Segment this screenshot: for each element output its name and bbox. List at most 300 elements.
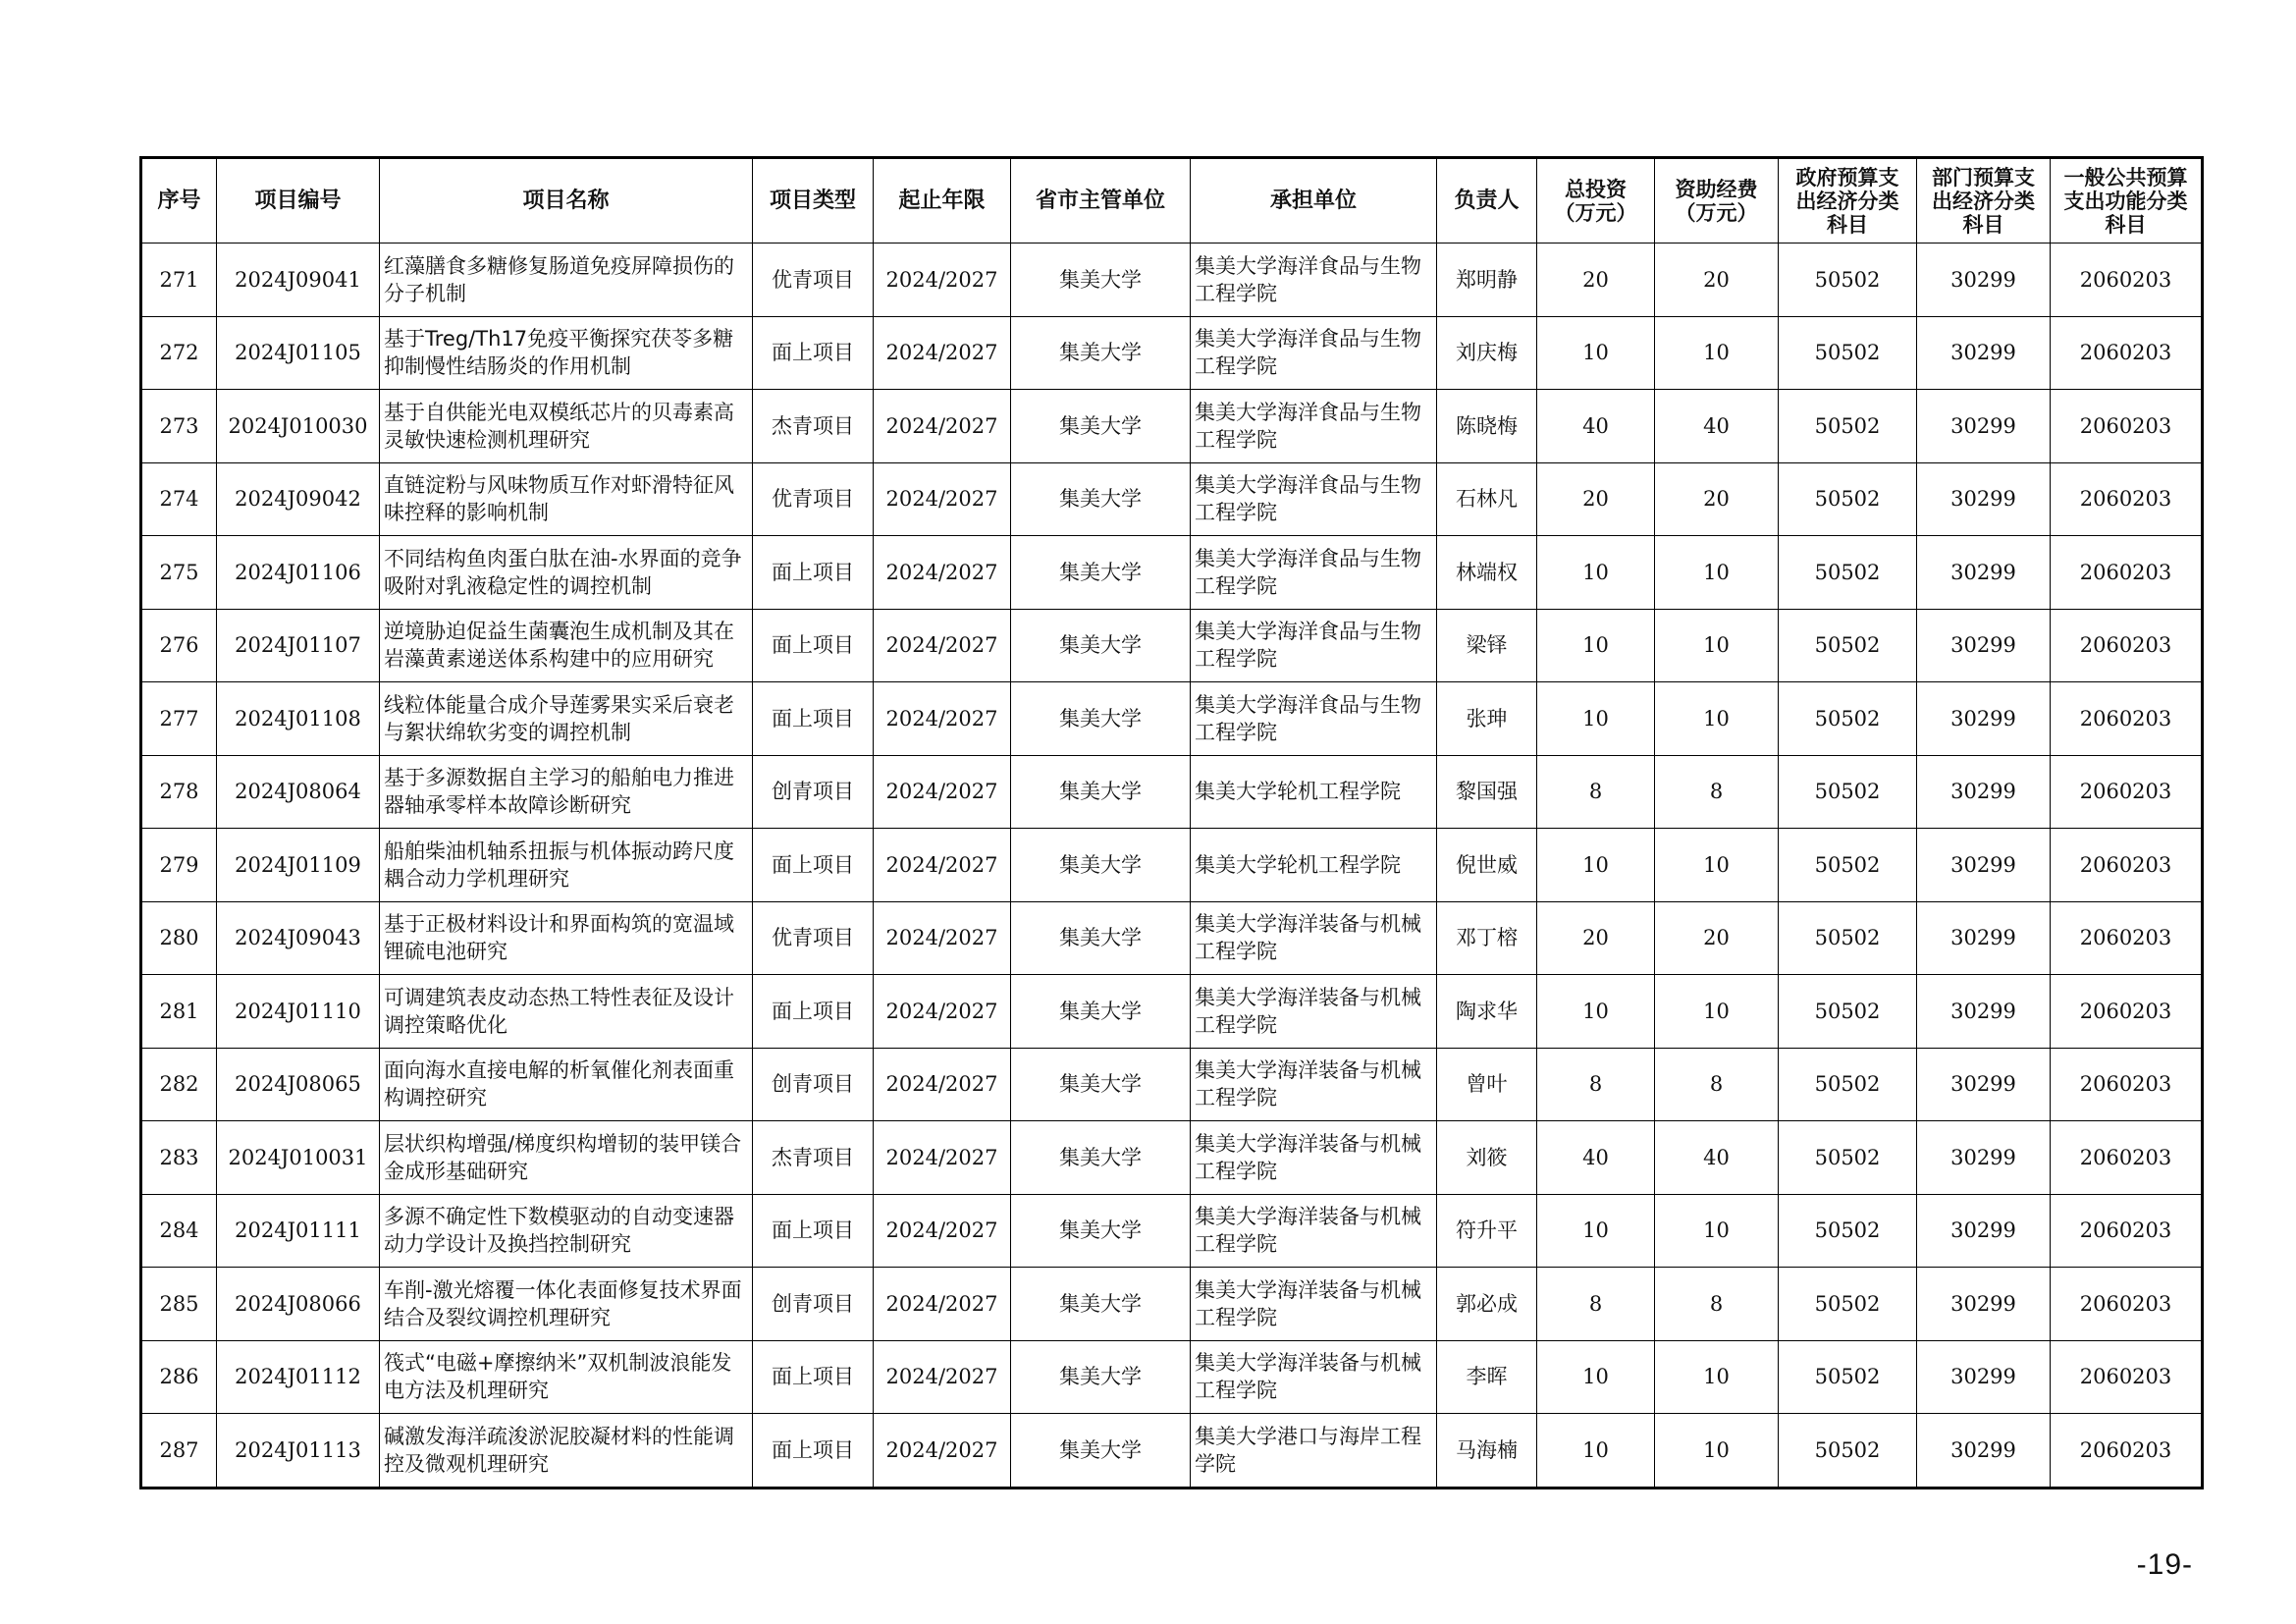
cell-period [874,1048,1011,1121]
cell-project-code [217,1194,380,1268]
cell-project-code [217,609,380,682]
cell-period-text: 2024/2027 [885,487,998,512]
cell-supervising-unit-text: 集美大学 [1059,1291,1142,1316]
cell-leader [1437,1268,1537,1341]
cell-dept-budget-code-text: 30299 [1950,999,2016,1023]
cell-project-type [753,975,874,1049]
cell-project-name-text: 基于Treg/Th17免疫平衡探究茯苓多糖抑制慢性结肠炎的作用机制 [384,327,734,379]
cell-period [874,1268,1011,1341]
cell-project-name [380,1268,753,1341]
cell-project-type [753,536,874,610]
cell-undertaking-unit-text: 集美大学海洋食品与生物工程学院 [1195,692,1421,744]
cell-period [874,1194,1011,1268]
cell-project-type-text: 面上项目 [772,706,854,731]
cell-index [141,1048,217,1121]
cell-leader [1437,829,1537,902]
cell-leader [1437,462,1537,536]
cell-period [874,609,1011,682]
cell-funding [1655,901,1779,975]
cell-leader-text: 林端权 [1456,560,1518,584]
cell-period-text: 2024/2027 [885,1145,998,1169]
cell-dept-budget-code [1917,1121,2051,1195]
cell-project-name-text: 基于多源数据自主学习的船舶电力推进器轴承零样本故障诊断研究 [384,766,734,818]
cell-dept-budget-code-text: 30299 [1950,1365,2016,1389]
cell-index-text: 281 [159,999,199,1023]
cell-leader [1437,755,1537,829]
cell-undertaking-unit-text: 集美大学海洋装备与机械工程学院 [1195,1131,1421,1183]
cell-leader-text: 邓丁榕 [1456,926,1518,950]
cell-gov-budget-code-text: 50502 [1814,999,1881,1023]
cell-undertaking-unit-text: 集美大学海洋装备与机械工程学院 [1195,1205,1421,1257]
cell-project-type [753,609,874,682]
cell-dept-budget-code [1917,1268,2051,1341]
cell-gov-budget-code [1779,1340,1917,1414]
cell-index-text: 273 [159,413,199,438]
cell-funding [1655,975,1779,1049]
cell-gov-budget-code-text: 50502 [1814,341,1881,365]
cell-index [141,390,217,463]
cell-project-type-text: 面上项目 [772,633,854,658]
cell-funding [1655,1194,1779,1268]
cell-project-name [380,462,753,536]
cell-undertaking-unit-text: 集美大学海洋食品与生物工程学院 [1195,327,1421,379]
cell-gov-budget-code [1779,1194,1917,1268]
header-total-investment: 总投资 （万元） [1537,158,1655,244]
cell-funding-text: 10 [1703,1365,1730,1389]
cell-period-text: 2024/2027 [885,1291,998,1316]
cell-project-type [753,1194,874,1268]
table-row [141,244,2203,317]
cell-total-investment-text: 40 [1582,1145,1609,1169]
cell-project-name [380,609,753,682]
cell-supervising-unit-text: 集美大学 [1059,999,1142,1023]
cell-period [874,536,1011,610]
cell-gov-budget-code [1779,244,1917,317]
cell-index-text: 282 [159,1072,199,1097]
cell-index [141,901,217,975]
table-body [141,244,2203,1489]
cell-gov-budget-code [1779,975,1917,1049]
cell-undertaking-unit [1191,609,1437,682]
cell-total-investment-text: 8 [1588,1072,1603,1097]
cell-undertaking-unit-text: 集美大学海洋装备与机械工程学院 [1195,1058,1421,1110]
cell-supervising-unit [1011,901,1191,975]
cell-project-code-text: 2024J09042 [235,487,361,512]
cell-undertaking-unit [1191,829,1437,902]
cell-funding [1655,755,1779,829]
cell-project-type [753,1268,874,1341]
cell-undertaking-unit-text: 集美大学海洋食品与生物工程学院 [1195,620,1421,672]
cell-leader-text: 倪世威 [1456,852,1518,877]
cell-gov-budget-code-text: 50502 [1814,706,1881,731]
cell-index-text: 272 [159,341,199,365]
cell-supervising-unit-text: 集美大学 [1059,267,1142,292]
cell-project-code-text: 2024J01106 [235,560,361,584]
cell-gov-budget-code [1779,609,1917,682]
cell-project-type-text: 面上项目 [772,999,854,1023]
header-undertaking-unit: 承担单位 [1191,158,1437,244]
cell-total-investment [1537,682,1655,756]
cell-project-code-text: 2024J01113 [235,1437,361,1462]
cell-project-type [753,1048,874,1121]
cell-supervising-unit [1011,1414,1191,1489]
cell-leader [1437,1194,1537,1268]
cell-gov-budget-code-text: 50502 [1814,267,1881,292]
cell-project-name-text: 基于自供能光电双模纸芯片的贝毒素高灵敏快速检测机理研究 [384,400,734,452]
cell-project-name [380,536,753,610]
cell-project-code [217,1121,380,1195]
project-table [139,156,2204,1489]
header-project-type: 项目类型 [753,158,874,244]
cell-index-text: 271 [159,267,199,292]
cell-project-code-text: 2024J08065 [235,1072,361,1097]
cell-index-text: 276 [159,633,199,658]
cell-undertaking-unit [1191,316,1437,390]
cell-project-name [380,244,753,317]
cell-period [874,462,1011,536]
cell-index [141,1414,217,1489]
cell-gov-budget-code [1779,462,1917,536]
cell-dept-budget-code-text: 30299 [1950,487,2016,512]
cell-project-type [753,901,874,975]
cell-gov-budget-code [1779,1268,1917,1341]
cell-dept-budget-code [1917,901,2051,975]
cell-project-name-text: 逆境胁迫促益生菌囊泡生成机制及其在岩藻黄素递送体系构建中的应用研究 [384,620,734,672]
header-period: 起止年限 [874,158,1011,244]
cell-undertaking-unit [1191,1414,1437,1489]
cell-dept-budget-code-text: 30299 [1950,1072,2016,1097]
cell-public-budget-function-code [2051,609,2203,682]
cell-dept-budget-code-text: 30299 [1950,1437,2016,1462]
cell-project-type [753,1414,874,1489]
cell-total-investment [1537,1340,1655,1414]
cell-public-budget-function-code-text: 2060203 [2079,1437,2172,1462]
cell-leader-text: 郑明静 [1456,267,1518,292]
cell-period-text: 2024/2027 [885,413,998,438]
cell-period-text: 2024/2027 [885,999,998,1023]
cell-index-text: 280 [159,926,199,950]
table-row [141,1194,2203,1268]
cell-project-name-text: 碱激发海洋疏浚淤泥胶凝材料的性能调控及微观机理研究 [384,1424,734,1476]
cell-project-type-text: 面上项目 [772,852,854,877]
header-supervising-unit: 省市主管单位 [1011,158,1191,244]
table-row [141,682,2203,756]
cell-funding-text: 10 [1703,706,1730,731]
cell-project-name-text: 层状织构增强/梯度织构增韧的装甲镁合金成形基础研究 [384,1131,742,1183]
cell-undertaking-unit-text: 集美大学港口与海岸工程学院 [1195,1424,1421,1476]
cell-index-text: 279 [159,852,199,877]
cell-total-investment [1537,1121,1655,1195]
cell-total-investment-text: 10 [1582,341,1609,365]
cell-leader-text: 石林凡 [1456,487,1518,512]
cell-project-type [753,829,874,902]
table-row [141,755,2203,829]
cell-project-name-text: 船舶柴油机轴系扭振与机体振动跨尺度耦合动力学机理研究 [384,839,734,891]
cell-supervising-unit-text: 集美大学 [1059,780,1142,804]
cell-leader-text: 陈晓梅 [1456,413,1518,438]
cell-project-code-text: 2024J01112 [235,1365,361,1389]
cell-project-code-text: 2024J09041 [235,267,361,292]
cell-index [141,1340,217,1414]
cell-project-type-text: 杰青项目 [772,413,854,438]
cell-leader-text: 刘筱 [1466,1145,1508,1169]
cell-total-investment [1537,975,1655,1049]
cell-public-budget-function-code [2051,390,2203,463]
cell-supervising-unit [1011,462,1191,536]
cell-project-name [380,682,753,756]
cell-public-budget-function-code-text: 2060203 [2079,560,2172,584]
cell-dept-budget-code-text: 30299 [1950,413,2016,438]
cell-undertaking-unit-text: 集美大学海洋装备与机械工程学院 [1195,1277,1421,1329]
cell-undertaking-unit [1191,1194,1437,1268]
cell-project-code [217,536,380,610]
cell-total-investment-text: 10 [1582,706,1609,731]
cell-project-code [217,1340,380,1414]
cell-gov-budget-code [1779,829,1917,902]
cell-index-text: 284 [159,1218,199,1243]
cell-undertaking-unit-text: 集美大学海洋装备与机械工程学院 [1195,1351,1421,1403]
table-row [141,1121,2203,1195]
cell-dept-budget-code [1917,682,2051,756]
cell-gov-budget-code-text: 50502 [1814,1437,1881,1462]
cell-dept-budget-code-text: 30299 [1950,780,2016,804]
cell-period-text: 2024/2027 [885,633,998,658]
cell-dept-budget-code-text: 30299 [1950,560,2016,584]
cell-leader [1437,536,1537,610]
cell-funding-text: 20 [1703,926,1730,950]
cell-supervising-unit [1011,1268,1191,1341]
cell-public-budget-function-code-text: 2060203 [2079,267,2172,292]
cell-total-investment-text: 8 [1588,1291,1603,1316]
cell-public-budget-function-code-text: 2060203 [2079,1145,2172,1169]
cell-total-investment-text: 10 [1582,1437,1609,1462]
cell-period-text: 2024/2027 [885,267,998,292]
cell-undertaking-unit-text: 集美大学海洋食品与生物工程学院 [1195,546,1421,598]
cell-supervising-unit-text: 集美大学 [1059,926,1142,950]
cell-funding [1655,536,1779,610]
cell-funding [1655,1268,1779,1341]
cell-funding-text: 8 [1709,780,1724,804]
cell-public-budget-function-code [2051,901,2203,975]
cell-project-type [753,1121,874,1195]
header-dept-budget-code: 部门预算支 出经济分类 科目 [1917,158,2051,244]
cell-index-text: 275 [159,560,199,584]
cell-gov-budget-code-text: 50502 [1814,780,1881,804]
cell-dept-budget-code-text: 30299 [1950,1218,2016,1243]
cell-supervising-unit [1011,1121,1191,1195]
cell-project-code [217,1414,380,1489]
header-leader: 负责人 [1437,158,1537,244]
cell-index [141,682,217,756]
cell-undertaking-unit [1191,244,1437,317]
cell-project-type-text: 创青项目 [772,1072,854,1097]
header-funding: 资助经费 （万元） [1655,158,1779,244]
cell-project-type [753,1340,874,1414]
cell-gov-budget-code [1779,1048,1917,1121]
cell-funding-text: 10 [1703,560,1730,584]
cell-public-budget-function-code [2051,316,2203,390]
cell-gov-budget-code [1779,682,1917,756]
cell-total-investment-text: 10 [1582,999,1609,1023]
cell-period [874,901,1011,975]
cell-index [141,536,217,610]
cell-leader-text: 马海楠 [1456,1437,1518,1462]
cell-funding [1655,390,1779,463]
cell-leader [1437,1340,1537,1414]
cell-funding [1655,609,1779,682]
cell-dept-budget-code [1917,316,2051,390]
cell-funding-text: 40 [1703,1145,1730,1169]
cell-period-text: 2024/2027 [885,1365,998,1389]
cell-leader-text: 梁铎 [1466,633,1508,658]
cell-project-name-text: 直链淀粉与风味物质互作对虾滑特征风味控释的影响机制 [384,473,734,525]
cell-project-name-text: 筏式“电磁+摩擦纳米”双机制波浪能发电方法及机理研究 [384,1351,732,1403]
header-index: 序号 [141,158,217,244]
cell-dept-budget-code [1917,609,2051,682]
cell-public-budget-function-code-text: 2060203 [2079,999,2172,1023]
cell-period-text: 2024/2027 [885,341,998,365]
cell-supervising-unit [1011,316,1191,390]
cell-supervising-unit [1011,390,1191,463]
table-row [141,1268,2203,1341]
cell-period [874,1121,1011,1195]
cell-supervising-unit-text: 集美大学 [1059,1145,1142,1169]
cell-undertaking-unit [1191,1048,1437,1121]
cell-funding-text: 8 [1709,1291,1724,1316]
cell-total-investment-text: 10 [1582,560,1609,584]
cell-period [874,755,1011,829]
cell-dept-budget-code-text: 30299 [1950,926,2016,950]
cell-dept-budget-code [1917,829,2051,902]
cell-project-name [380,390,753,463]
cell-project-name-text: 多源不确定性下数模驱动的自动变速器动力学设计及换挡控制研究 [384,1205,734,1257]
page-number: -19- [2136,1548,2193,1581]
cell-total-investment-text: 10 [1582,1218,1609,1243]
cell-public-budget-function-code-text: 2060203 [2079,1218,2172,1243]
cell-index-text: 287 [159,1437,199,1462]
cell-project-code [217,244,380,317]
cell-dept-budget-code [1917,462,2051,536]
cell-gov-budget-code-text: 50502 [1814,1145,1881,1169]
cell-supervising-unit [1011,975,1191,1049]
cell-supervising-unit-text: 集美大学 [1059,560,1142,584]
cell-undertaking-unit-text: 集美大学海洋食品与生物工程学院 [1195,473,1421,525]
cell-dept-budget-code [1917,975,2051,1049]
cell-funding [1655,682,1779,756]
cell-project-code [217,390,380,463]
table-row [141,316,2203,390]
cell-dept-budget-code [1917,390,2051,463]
cell-gov-budget-code-text: 50502 [1814,487,1881,512]
cell-public-budget-function-code-text: 2060203 [2079,1365,2172,1389]
cell-total-investment [1537,901,1655,975]
cell-project-code-text: 2024J01110 [235,999,361,1023]
cell-dept-budget-code [1917,755,2051,829]
cell-undertaking-unit [1191,1340,1437,1414]
cell-project-type-text: 面上项目 [772,1437,854,1462]
cell-dept-budget-code [1917,1414,2051,1489]
cell-supervising-unit [1011,755,1191,829]
cell-undertaking-unit [1191,901,1437,975]
cell-leader [1437,244,1537,317]
cell-project-name [380,975,753,1049]
cell-public-budget-function-code [2051,755,2203,829]
cell-project-code [217,462,380,536]
cell-leader-text: 张珅 [1466,706,1508,731]
cell-supervising-unit-text: 集美大学 [1059,1437,1142,1462]
cell-index [141,755,217,829]
cell-undertaking-unit [1191,682,1437,756]
cell-project-name-text: 可调建筑表皮动态热工特性表征及设计调控策略优化 [384,985,734,1037]
cell-public-budget-function-code [2051,1414,2203,1489]
cell-leader [1437,901,1537,975]
cell-public-budget-function-code [2051,244,2203,317]
cell-period [874,975,1011,1049]
cell-period [874,829,1011,902]
cell-undertaking-unit [1191,755,1437,829]
cell-funding [1655,316,1779,390]
cell-gov-budget-code-text: 50502 [1814,1291,1881,1316]
cell-period-text: 2024/2027 [885,852,998,877]
cell-project-code [217,1268,380,1341]
cell-public-budget-function-code [2051,1194,2203,1268]
cell-leader [1437,975,1537,1049]
cell-total-investment [1537,316,1655,390]
header-public-budget-function-code: 一般公共预算 支出功能分类 科目 [2051,158,2203,244]
cell-supervising-unit-text: 集美大学 [1059,341,1142,365]
cell-public-budget-function-code [2051,1048,2203,1121]
cell-funding [1655,244,1779,317]
cell-project-code-text: 2024J01111 [235,1218,361,1243]
cell-total-investment [1537,462,1655,536]
cell-public-budget-function-code [2051,1121,2203,1195]
cell-project-code-text: 2024J010031 [228,1145,368,1169]
cell-supervising-unit [1011,244,1191,317]
cell-undertaking-unit [1191,1121,1437,1195]
cell-index [141,316,217,390]
cell-project-code [217,682,380,756]
cell-undertaking-unit [1191,390,1437,463]
table-row [141,975,2203,1049]
cell-dept-budget-code-text: 30299 [1950,706,2016,731]
cell-index [141,975,217,1049]
cell-supervising-unit-text: 集美大学 [1059,1218,1142,1243]
cell-supervising-unit-text: 集美大学 [1059,487,1142,512]
cell-gov-budget-code [1779,316,1917,390]
cell-project-code-text: 2024J01108 [235,706,361,731]
cell-project-code-text: 2024J01109 [235,852,361,877]
cell-project-code [217,901,380,975]
table-row [141,1414,2203,1489]
cell-project-type [753,462,874,536]
cell-project-type-text: 优青项目 [772,926,854,950]
cell-public-budget-function-code-text: 2060203 [2079,706,2172,731]
cell-index [141,1194,217,1268]
cell-gov-budget-code [1779,901,1917,975]
cell-period [874,1414,1011,1489]
cell-gov-budget-code-text: 50502 [1814,413,1881,438]
cell-total-investment [1537,536,1655,610]
cell-public-budget-function-code-text: 2060203 [2079,926,2172,950]
header-project-name: 项目名称 [380,158,753,244]
cell-total-investment-text: 20 [1582,487,1609,512]
cell-total-investment-text: 10 [1582,633,1609,658]
cell-undertaking-unit [1191,1268,1437,1341]
table-row [141,536,2203,610]
cell-total-investment [1537,1048,1655,1121]
table-row [141,901,2203,975]
cell-gov-budget-code-text: 50502 [1814,1218,1881,1243]
